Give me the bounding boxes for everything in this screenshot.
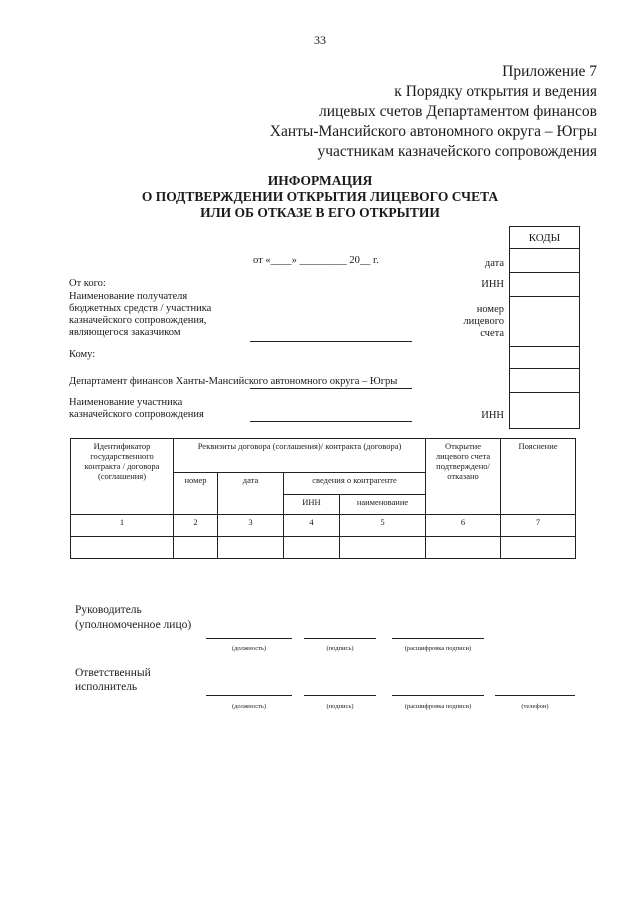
header-opening: [426, 439, 501, 515]
code-cell-account[interactable]: [510, 297, 579, 347]
participant-description: [69, 397, 204, 421]
header-name: наименование: [340, 495, 426, 515]
executor-position-line[interactable]: [206, 695, 292, 696]
column-number: 5: [340, 515, 426, 537]
header-identifier-line-4: (соглашения): [97, 471, 147, 481]
column-number: 3: [218, 515, 284, 537]
page-number: 33: [314, 33, 326, 47]
account-label-line-3: счета: [480, 328, 504, 339]
from-label: От кого:: [69, 278, 106, 289]
column-number: 4: [284, 515, 340, 537]
header-opening-line-3: подтверждено/: [436, 461, 490, 471]
appendix-line-4: Ханты-Мансийского автономного округа – Югры: [269, 123, 597, 140]
table-cell[interactable]: [218, 537, 284, 559]
participant-desc-line-1: Наименование участника: [69, 397, 183, 408]
appendix-line-5: участникам казначейского сопровождения: [317, 143, 597, 160]
header-opening-line-2: лицевого счета: [435, 451, 491, 461]
executor-signature-caption: (подпись): [326, 703, 354, 710]
document-title-line-3: ИЛИ ОБ ОТКАЗЕ В ЕГО ОТКРЫТИИ: [200, 205, 440, 220]
header-requisites: Реквизиты договора (соглашения)/ контракта (договора): [174, 439, 426, 473]
header-identifier: [71, 439, 174, 515]
header-identifier-line-3: контракта / договора: [84, 461, 160, 471]
inn-label: ИНН: [481, 279, 504, 290]
executor-decode-line[interactable]: [392, 695, 484, 696]
account-label-line-1: номер: [476, 304, 504, 315]
code-cell-inn-2[interactable]: [510, 393, 579, 429]
head-label: Руководитель: [75, 604, 142, 616]
to-label: Кому:: [69, 349, 96, 360]
from-desc-line-1: Наименование получателя: [69, 291, 188, 302]
executor-decode-caption: (расшифровка подписи): [404, 703, 472, 710]
code-cell-inn[interactable]: [510, 273, 579, 297]
codes-header: КОДЫ: [510, 227, 579, 249]
table-cell[interactable]: [426, 537, 501, 559]
header-opening-line-4: отказано: [447, 471, 479, 481]
from-desc-line-3: казначейского сопровождения,: [69, 315, 207, 326]
document-title-line-2: О ПОДТВЕРЖДЕНИИ ОТКРЫТИЯ ЛИЦЕВОГО СЧЕТА: [141, 189, 499, 204]
account-label-line-2: лицевого: [463, 316, 504, 327]
appendix-line-1: Приложение 7: [502, 63, 597, 80]
head-signature-caption: (подпись): [326, 645, 354, 652]
header-counterparty: сведения о контрагенте: [284, 473, 426, 495]
from-desc-line-2: бюджетных средств / участника: [69, 303, 212, 314]
column-number: 1: [71, 515, 174, 537]
code-cell-date[interactable]: [510, 249, 579, 273]
header-date: дата: [218, 473, 284, 515]
column-number: 7: [501, 515, 576, 537]
table-cell[interactable]: [71, 537, 174, 559]
inn-label-2: ИНН: [481, 410, 504, 421]
executor-position-caption: (должность): [231, 703, 267, 710]
executor-label-line-2: исполнитель: [75, 681, 138, 693]
head-signature-line[interactable]: [304, 638, 376, 639]
table-cell[interactable]: [501, 537, 576, 559]
code-cell-empty-2[interactable]: [510, 369, 579, 393]
to-value: Департамент финансов Ханты-Мансийского автономного округа – Югры: [69, 376, 398, 387]
executor-phone-caption: (телефон): [521, 703, 549, 710]
accounts-table: [70, 438, 576, 559]
date-label: дата: [484, 258, 504, 269]
participant-input-line[interactable]: [250, 421, 412, 422]
from-description: [69, 291, 211, 339]
header-identifier-line-2: государственного: [90, 451, 154, 461]
table-cell[interactable]: [340, 537, 426, 559]
appendix-line-3: лицевых счетов Департаментом финансов: [319, 103, 597, 120]
table-cell[interactable]: [284, 537, 340, 559]
head-label-line-2: (уполномоченное лицо): [75, 619, 192, 631]
head-decode-line[interactable]: [392, 638, 484, 639]
document-title: ИНФОРМАЦИЯ: [267, 173, 373, 188]
header-inn: ИНН: [284, 495, 340, 515]
executor-phone-line[interactable]: [495, 695, 575, 696]
appendix-line-2: к Порядку открытия и ведения: [394, 83, 597, 100]
table-cell[interactable]: [174, 537, 218, 559]
document-date-line: от «____» _________ 20__ г.: [253, 255, 379, 266]
executor-label: Ответственный: [75, 667, 151, 679]
column-number: 2: [174, 515, 218, 537]
account-label: [463, 304, 504, 340]
codes-column: [509, 226, 580, 429]
from-input-line[interactable]: [250, 341, 412, 342]
head-position-line[interactable]: [206, 638, 292, 639]
participant-desc-line-2: казначейского сопровождения: [69, 409, 204, 420]
header-opening-line-1: Открытие: [445, 441, 481, 451]
executor-signature-line[interactable]: [304, 695, 376, 696]
head-decode-caption: (расшифровка подписи): [404, 645, 472, 652]
code-cell-empty-1[interactable]: [510, 347, 579, 369]
header-number: номер: [174, 473, 218, 515]
from-desc-line-4: являющегося заказчиком: [69, 327, 181, 338]
column-number: 6: [426, 515, 501, 537]
to-input-line: [250, 388, 412, 389]
head-position-caption: (должность): [231, 645, 267, 652]
header-note: Пояснение: [501, 439, 576, 515]
header-identifier-line-1: Идентификатор: [93, 441, 151, 451]
